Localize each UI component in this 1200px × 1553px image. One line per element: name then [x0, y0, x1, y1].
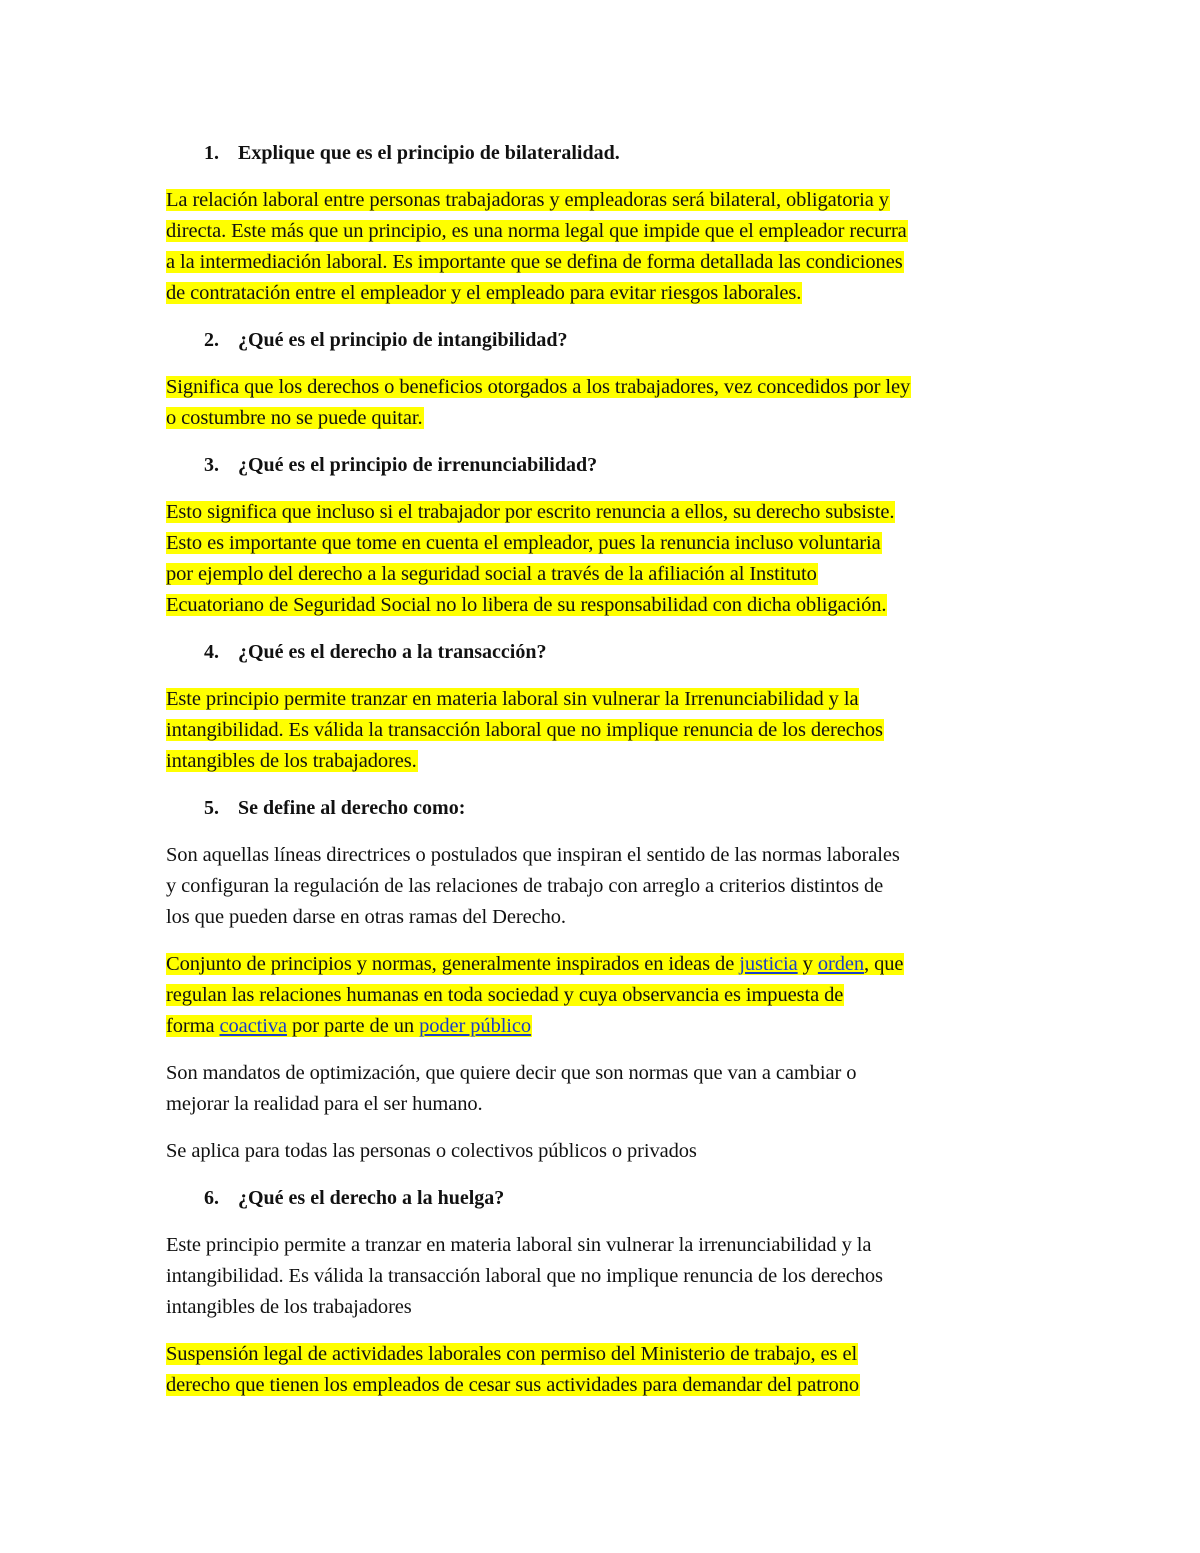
highlighted-line: derecho que tienen los empleados de cesar sus actividades para demandar del patrono [166, 1374, 859, 1396]
question-number: 2. [204, 329, 219, 351]
answer-paragraph [166, 684, 1034, 777]
question-text: ¿Qué es el derecho a la huelga? [238, 1187, 505, 1209]
document-body [166, 138, 1034, 1401]
highlighted-line: directa. Este más que un principio, es una norma legal que impide que el empleador recurra [166, 220, 907, 242]
text-run: y [797, 953, 818, 975]
highlighted-line: La relación laboral entre personas trabajadoras y empleadoras será bilateral, obligatoria y [166, 189, 889, 211]
link-poder-publico[interactable]: poder público [419, 1015, 532, 1037]
highlighted-line: Esto es importante que tome en cuenta el empleador, pues la renuncia incluso voluntaria [166, 532, 881, 554]
highlighted-line: por ejemplo del derecho a la seguridad social a través de la afiliación al Instituto [166, 563, 817, 585]
text-line: mejorar la realidad para el ser humano. [166, 1093, 483, 1115]
answer-paragraph [166, 1230, 1034, 1323]
question-4 [166, 637, 1034, 668]
text-line: los que pueden darse en otras ramas del Derecho. [166, 906, 566, 928]
text-run: forma [166, 1015, 220, 1037]
question-text: Se define al derecho como: [238, 797, 466, 819]
highlighted-line: Esto significa que incluso si el trabajador por escrito renuncia a ellos, su derecho subsiste. [166, 501, 895, 523]
question-number: 3. [204, 454, 219, 476]
question-1 [166, 138, 1034, 169]
highlighted-line: a la intermediación laboral. Es importante que se defina de forma detallada las condiciones [166, 251, 903, 273]
question-text: ¿Qué es el principio de intangibilidad? [238, 329, 568, 351]
text-run: Conjunto de principios y normas, generalmente inspirados en ideas de [166, 953, 740, 975]
link-coactiva[interactable]: coactiva [219, 1015, 287, 1037]
question-6 [166, 1183, 1034, 1214]
highlighted-line: intangibilidad. Es válida la transacción laboral que no implique renuncia de los derechos [166, 719, 883, 741]
question-2 [166, 325, 1034, 356]
highlighted-line: de contratación entre el empleador y el empleado para evitar riesgos laborales. [166, 282, 802, 304]
answer-paragraph [166, 497, 1034, 621]
answer-paragraph-with-links [166, 949, 1034, 1042]
answer-paragraph [166, 1136, 1034, 1167]
highlighted-line: Suspensión legal de actividades laborales con permiso del Ministerio de trabajo, es el [166, 1343, 858, 1365]
question-3 [166, 450, 1034, 481]
answer-paragraph [166, 1058, 1034, 1120]
question-number: 5. [204, 797, 219, 819]
answer-paragraph [166, 840, 1034, 933]
highlighted-line: o costumbre no se puede quitar. [166, 407, 423, 429]
answer-paragraph [166, 185, 1034, 309]
text-line: Se aplica para todas las personas o colectivos públicos o privados [166, 1140, 697, 1162]
highlighted-line: regulan las relaciones humanas en toda sociedad y cuya observancia es impuesta de [166, 984, 844, 1006]
question-text: ¿Qué es el principio de irrenunciabilidad? [238, 454, 598, 476]
text-run: por parte de un [286, 1015, 420, 1037]
highlighted-line [166, 1015, 532, 1037]
answer-paragraph [166, 372, 1034, 434]
link-justicia[interactable]: justicia [739, 953, 798, 975]
question-number: 6. [204, 1187, 219, 1209]
text-line: Son aquellas líneas directrices o postulados que inspiran el sentido de las normas laborales [166, 844, 900, 866]
text-line: y configuran la regulación de las relaciones de trabajo con arreglo a criterios distintos de [166, 875, 884, 897]
question-number: 4. [204, 641, 219, 663]
question-number: 1. [204, 142, 219, 164]
link-orden[interactable]: orden [817, 953, 865, 975]
highlighted-line: intangibles de los trabajadores. [166, 750, 417, 772]
text-run: , que [864, 953, 904, 975]
text-line: Este principio permite a tranzar en materia laboral sin vulnerar la irrenunciabilidad y la [166, 1234, 872, 1256]
question-text: ¿Qué es el derecho a la transacción? [238, 641, 547, 663]
question-5 [166, 793, 1034, 824]
highlighted-line: Ecuatoriano de Seguridad Social no lo libera de su responsabilidad con dicha obligación. [166, 594, 887, 616]
text-line: intangibles de los trabajadores [166, 1296, 412, 1318]
answer-paragraph [166, 1339, 1034, 1401]
text-line: Son mandatos de optimización, que quiere decir que son normas que van a cambiar o [166, 1062, 857, 1084]
text-line: intangibilidad. Es válida la transacción laboral que no implique renuncia de los derechos [166, 1265, 883, 1287]
highlighted-line [166, 953, 904, 975]
highlighted-line: Este principio permite tranzar en materia laboral sin vulnerar la Irrenunciabilidad y la [166, 688, 859, 710]
highlighted-line: Significa que los derechos o beneficios otorgados a los trabajadores, vez concedidos por ley [166, 376, 911, 398]
question-text: Explique que es el principio de bilateralidad. [238, 142, 620, 164]
